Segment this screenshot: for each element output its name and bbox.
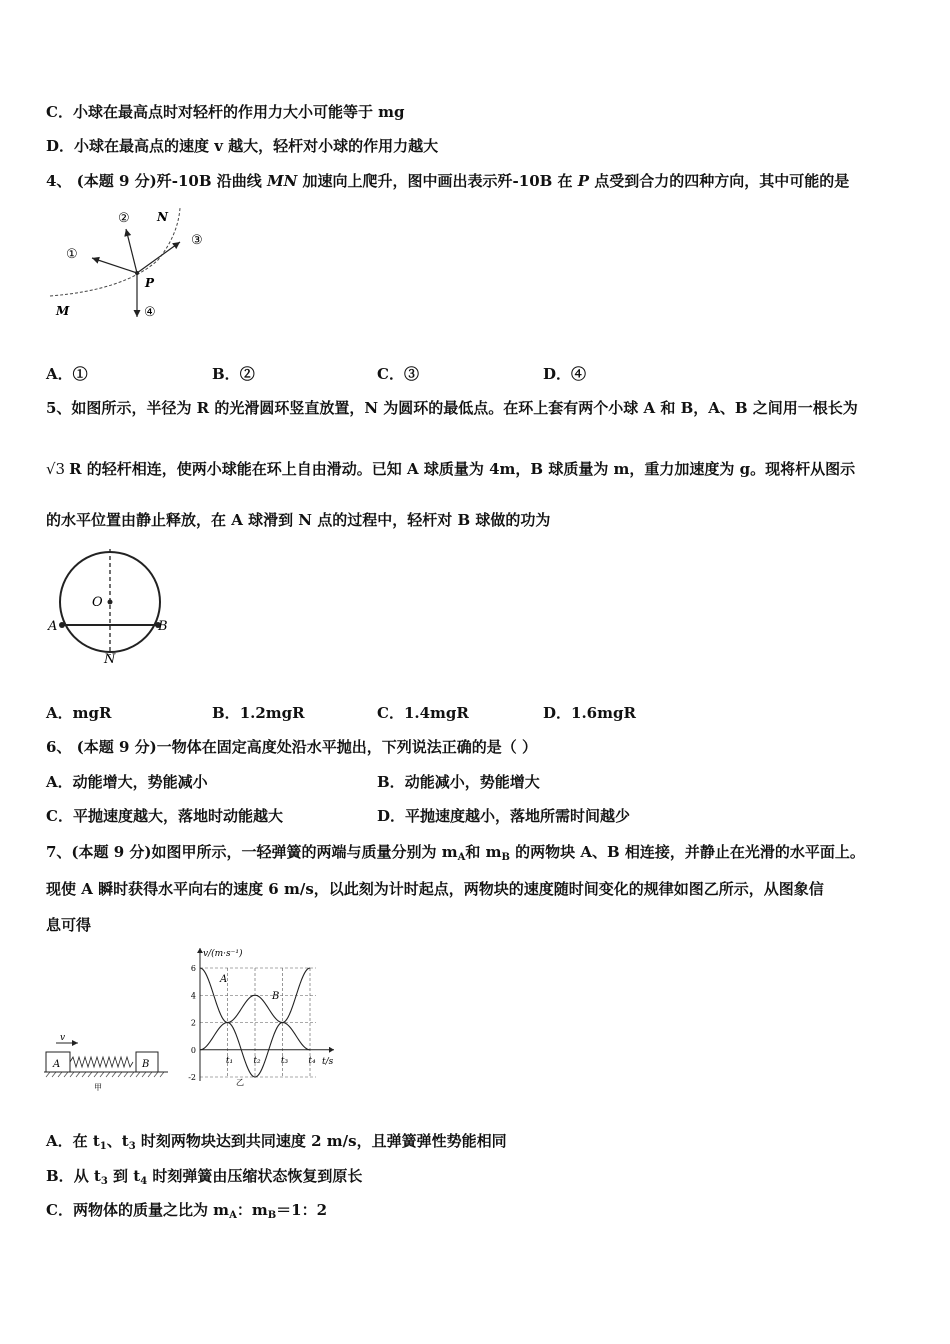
opt-a-text-a: 在 t: [72, 1132, 100, 1150]
q4-option-d: [543, 364, 586, 384]
option-text: mgR: [72, 704, 112, 722]
q7-stem-line3: 息可得: [46, 916, 92, 934]
option-label: A．: [46, 1132, 73, 1150]
option-text: ②: [239, 365, 255, 383]
option-text: 平抛速度越小，落地所需时间越少: [405, 807, 631, 825]
q7-stem-line1: [46, 842, 865, 868]
sub-4: 4: [140, 1176, 148, 1187]
opt-c-text-b: ：m: [236, 1201, 268, 1219]
sub-a: A: [229, 1210, 237, 1221]
q4-text-2: 加速向上爬升，图中画出表示歼-10B 在: [297, 172, 578, 190]
arrow-dir3: [137, 242, 180, 273]
arrow-dir1: [92, 258, 137, 273]
option-text: 动能增大，势能减小: [72, 773, 208, 791]
question-number: 4、: [46, 172, 72, 190]
q7-figure-jia: [44, 1030, 174, 1092]
label-m: M: [56, 304, 70, 318]
x-tick-label: t₃: [280, 1055, 289, 1066]
sub-a: A: [457, 852, 466, 863]
label-o: O: [92, 595, 103, 610]
sqrt-three: √3: [46, 460, 66, 478]
option-label: A．: [46, 773, 73, 791]
q3-option-c: [46, 102, 405, 122]
q7-velocity-chart: [184, 942, 344, 1092]
arrow-dir2: [126, 229, 137, 273]
option-label: B．: [212, 365, 240, 383]
q5-option-b: [212, 703, 305, 723]
option-label: C．: [377, 365, 404, 383]
label-b: B: [158, 619, 168, 634]
q6-text: 一物体在固定高度处沿水平抛出，下列说法正确的是（ ）: [156, 738, 537, 756]
q4-curve-name: MN: [266, 172, 298, 190]
x-axis-label: t/s: [322, 1056, 334, 1067]
question-score: (本题 9 分): [76, 738, 157, 756]
option-label: C．: [46, 807, 73, 825]
q5-option-a: [46, 703, 111, 723]
q7-option-b: [46, 1166, 362, 1192]
q4-point-name: P: [577, 172, 590, 190]
opt-b-text-c: 时刻弹簧由压缩状态恢复到原长: [147, 1167, 363, 1185]
option-text: ①: [72, 365, 88, 383]
q7-option-c: [46, 1200, 327, 1226]
q4-force-diagram: [40, 200, 220, 330]
label-n: N: [157, 210, 168, 224]
y-axis-label: v/(m·s⁻¹): [203, 949, 243, 959]
q4-option-b: [212, 364, 255, 384]
option-label: C．: [377, 704, 404, 722]
q7-option-a: [46, 1131, 507, 1157]
q6-stem: [46, 737, 537, 757]
option-label: D．: [543, 704, 572, 722]
x-tick-label: t₄: [308, 1055, 316, 1066]
option-label: A．: [46, 365, 73, 383]
option-label: D．: [377, 807, 406, 825]
curve-b-label: B: [272, 991, 280, 1002]
option-text: 动能减小，势能增大: [404, 773, 540, 791]
y-tick-label: 6: [190, 964, 196, 973]
y-tick-label: 2: [190, 1018, 196, 1028]
option-label: A．: [46, 704, 73, 722]
opt-c-text-c: ＝1：2: [276, 1201, 328, 1219]
block-b-label: B: [142, 1059, 150, 1070]
q5-stem-line3: 的水平位置由静止释放，在 A 球滑到 N 点的过程中，轻杆对 B 球做的功为: [46, 511, 551, 529]
q4-stem: [46, 171, 849, 191]
caption-jia: 甲: [94, 1083, 102, 1092]
option-text: 1.4mgR: [403, 704, 469, 722]
option-text: 小球在最高点的速度 v 越大，轻杆对小球的作用力越大: [74, 137, 439, 155]
spring: [70, 1057, 133, 1067]
option-label: D．: [46, 137, 75, 155]
q5-stem-line1: 5、如图所示，半径为 R 的光滑圆环竖直放置，N 为圆环的最低点。在环上套有两个小球 A 和 B，A、B 之间用一根长为: [46, 399, 858, 417]
q7-line1-b: 和 m: [465, 843, 502, 861]
label-v: v: [60, 1033, 66, 1043]
opt-b-text-b: 到 t: [107, 1167, 141, 1185]
option-label: C．: [46, 1201, 73, 1219]
q7-line1-a: 7、(本题 9 分)如图甲所示，一轻弹簧的两端与质量分别为 m: [46, 843, 458, 861]
q6-option-a: [46, 772, 208, 792]
y-tick-label: 0: [190, 1045, 196, 1055]
sub-b: B: [501, 852, 510, 863]
q5-option-c: [377, 703, 469, 723]
q5-ring-diagram: [44, 545, 184, 670]
q4-text-3: 点受到合力的四种方向，其中可能的是: [589, 172, 850, 190]
q6-option-d: [377, 806, 630, 826]
sub-1: 1: [99, 1141, 107, 1152]
opt-a-text-b: 、t: [106, 1132, 129, 1150]
opt-b-text-a: 从 t: [73, 1167, 101, 1185]
question-number: 6、: [46, 738, 72, 756]
label-dir4: ④: [144, 305, 156, 320]
option-text: 小球在最高点时对轻杆的作用力大小可能等于 mg: [72, 103, 405, 121]
label-p: P: [145, 276, 155, 290]
option-label: B．: [46, 1167, 74, 1185]
label-dir1: ①: [66, 247, 78, 262]
curve-a-label: A: [220, 974, 228, 985]
option-text: 1.2mgR: [239, 704, 305, 722]
label-dir2: ②: [118, 211, 130, 226]
sub-b: B: [267, 1210, 277, 1221]
x-tick-label: t₁: [225, 1055, 234, 1066]
y-tick-label: -2: [188, 1073, 196, 1082]
label-dir3: ③: [191, 233, 203, 248]
opt-a-text-c: 时刻两物块达到共同速度 2 m/s，且弹簧弹性势能相同: [135, 1132, 507, 1150]
q7-line1-c: 的两物块 A、B 相连接，并静止在光滑的水平面上。: [509, 843, 865, 861]
q6-option-b: [377, 772, 540, 792]
sub-3: 3: [100, 1176, 108, 1187]
q6-option-c: [46, 806, 283, 826]
q5-option-d: [543, 703, 636, 723]
q4-option-a: [46, 364, 88, 384]
option-label: D．: [543, 365, 572, 383]
caption-yi: 乙: [236, 1078, 244, 1087]
y-tick-label: 4: [190, 991, 196, 1001]
option-text: ③: [403, 365, 419, 383]
sub-3: 3: [128, 1141, 136, 1152]
q4-option-c: [377, 364, 419, 384]
question-score: (本题 9 分): [76, 172, 157, 190]
option-text: ④: [571, 365, 587, 383]
q7-stem-line2: 现使 A 瞬时获得水平向右的速度 6 m/s，以此刻为计时起点，两物块的速度随时间变化的规律如图乙所示，从图象信: [46, 880, 824, 898]
q5-stem-line2: [46, 459, 855, 479]
block-a-label: A: [53, 1059, 61, 1070]
option-label: C．: [46, 103, 73, 121]
option-text: 平抛速度越大，落地时动能越大: [72, 807, 283, 825]
option-label: B．: [212, 704, 240, 722]
q5-line2-text: R 的轻杆相连，使两小球能在环上自由滑动。已知 A 球质量为 4m，B 球质量为 m，重力加速度为 g。现将杆从图示: [69, 460, 856, 478]
label-a: A: [48, 619, 58, 634]
option-label: B．: [377, 773, 405, 791]
q3-option-d: [46, 136, 438, 156]
x-tick-label: t₂: [253, 1055, 261, 1066]
q4-text-1: 歼-10B 沿曲线: [156, 172, 267, 190]
label-n: N: [104, 652, 116, 667]
opt-c-text-a: 两物体的质量之比为 m: [72, 1201, 230, 1219]
option-text: 1.6mgR: [571, 704, 636, 722]
